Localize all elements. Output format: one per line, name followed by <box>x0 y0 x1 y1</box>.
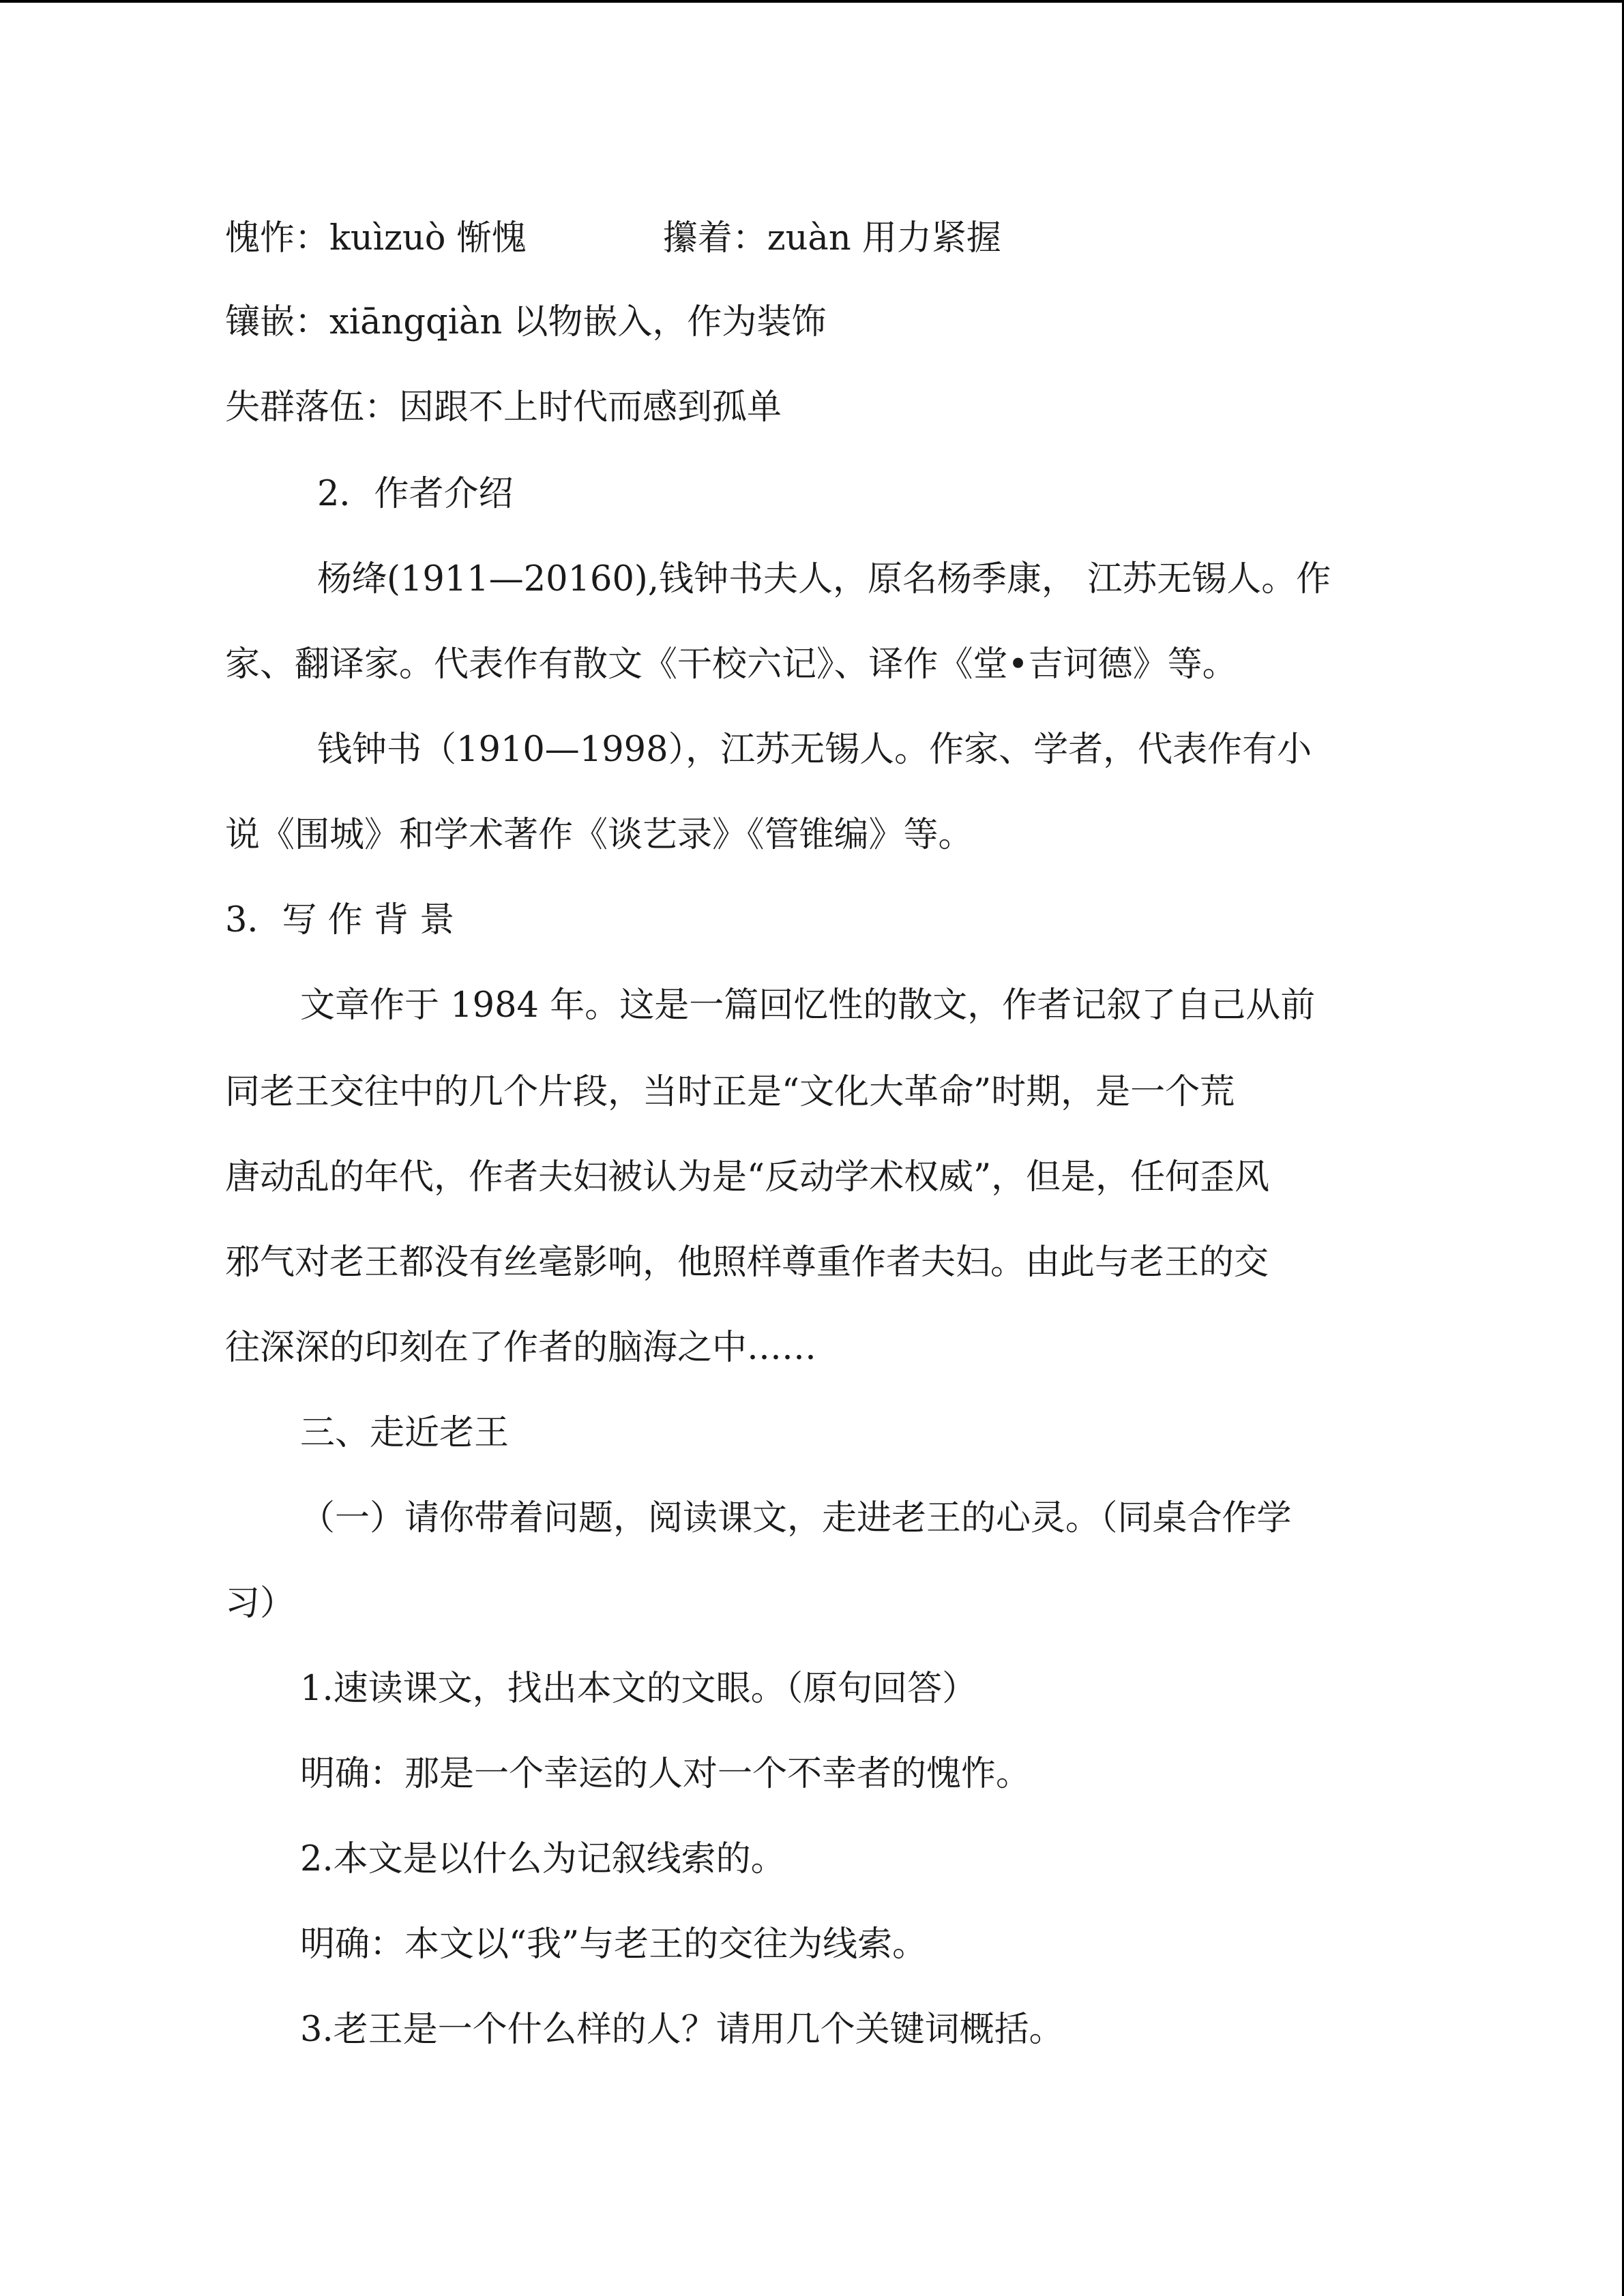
vocab-line-2: 镶嵌：xiāngqiàn 以物嵌入，作为装饰 <box>225 302 827 342</box>
author-qian-line-1: 钱钟书（1910—1998），江苏无锡人。作家、学者，代表作有小 <box>317 730 1312 770</box>
background-line-4: 邪气对老王都没有丝毫影响，他照样尊重作者夫妇。由此与老王的交 <box>225 1242 1269 1283</box>
vocab-line-3: 失群落伍：因跟不上时代而感到孤单 <box>225 387 782 428</box>
background-heading: 3．写 作 背 景 <box>225 900 455 940</box>
section-three-heading: 三、走近老王 <box>300 1413 510 1453</box>
reading-task-line-2: 习） <box>225 1583 295 1624</box>
reading-task-line-1: （一）请你带着问题，阅读课文，走进老王的心灵。（同桌合作学 <box>300 1498 1292 1538</box>
vocab-zuan: 攥着：zuàn 用力紧握 <box>662 218 1001 258</box>
background-line-3: 唐动乱的年代，作者夫妇被认为是“反动学术权威”，但是，任何歪风 <box>225 1157 1270 1197</box>
author-qian-line-2: 说《围城》和学术著作《谈艺录》《管锥编》等。 <box>225 815 973 855</box>
author-yang-line-1: 杨绛(1911—20160),钱钟书夫人，原名杨季康， 江苏无锡人。作 <box>317 559 1331 599</box>
background-line-2: 同老王交往中的几个片段，当时正是“文化大革命”时期，是一个荒 <box>225 1072 1235 1112</box>
answer-1: 明确：那是一个幸运的人对一个不幸者的愧怍。 <box>300 1754 1031 1794</box>
question-3: 3.老王是一个什么样的人？请用几个关键词概括。 <box>300 2010 1064 2050</box>
answer-2: 明确：本文以“我”与老王的交往为线索。 <box>300 1924 928 1965</box>
background-line-5: 往深深的印刻在了作者的脑海之中…… <box>225 1328 817 1368</box>
background-line-1: 文章作于 1984 年。这是一篇回忆性的散文，作者记叙了自己从前 <box>300 985 1316 1026</box>
question-1: 1.速读课文，找出本文的文眼。（原句回答） <box>300 1669 977 1709</box>
question-2: 2.本文是以什么为记叙线索的。 <box>300 1839 786 1879</box>
vocab-line-1 <box>225 218 1001 259</box>
author-yang-line-2: 家、翻译家。代表作有散文《干校六记》、译作《堂•吉诃德》等。 <box>225 644 1237 685</box>
vocab-kuizuo: 愧怍：kuìzuò 惭愧 <box>225 218 527 258</box>
page-top-border <box>0 0 1624 3</box>
author-heading: 2．作者介绍 <box>317 474 514 514</box>
